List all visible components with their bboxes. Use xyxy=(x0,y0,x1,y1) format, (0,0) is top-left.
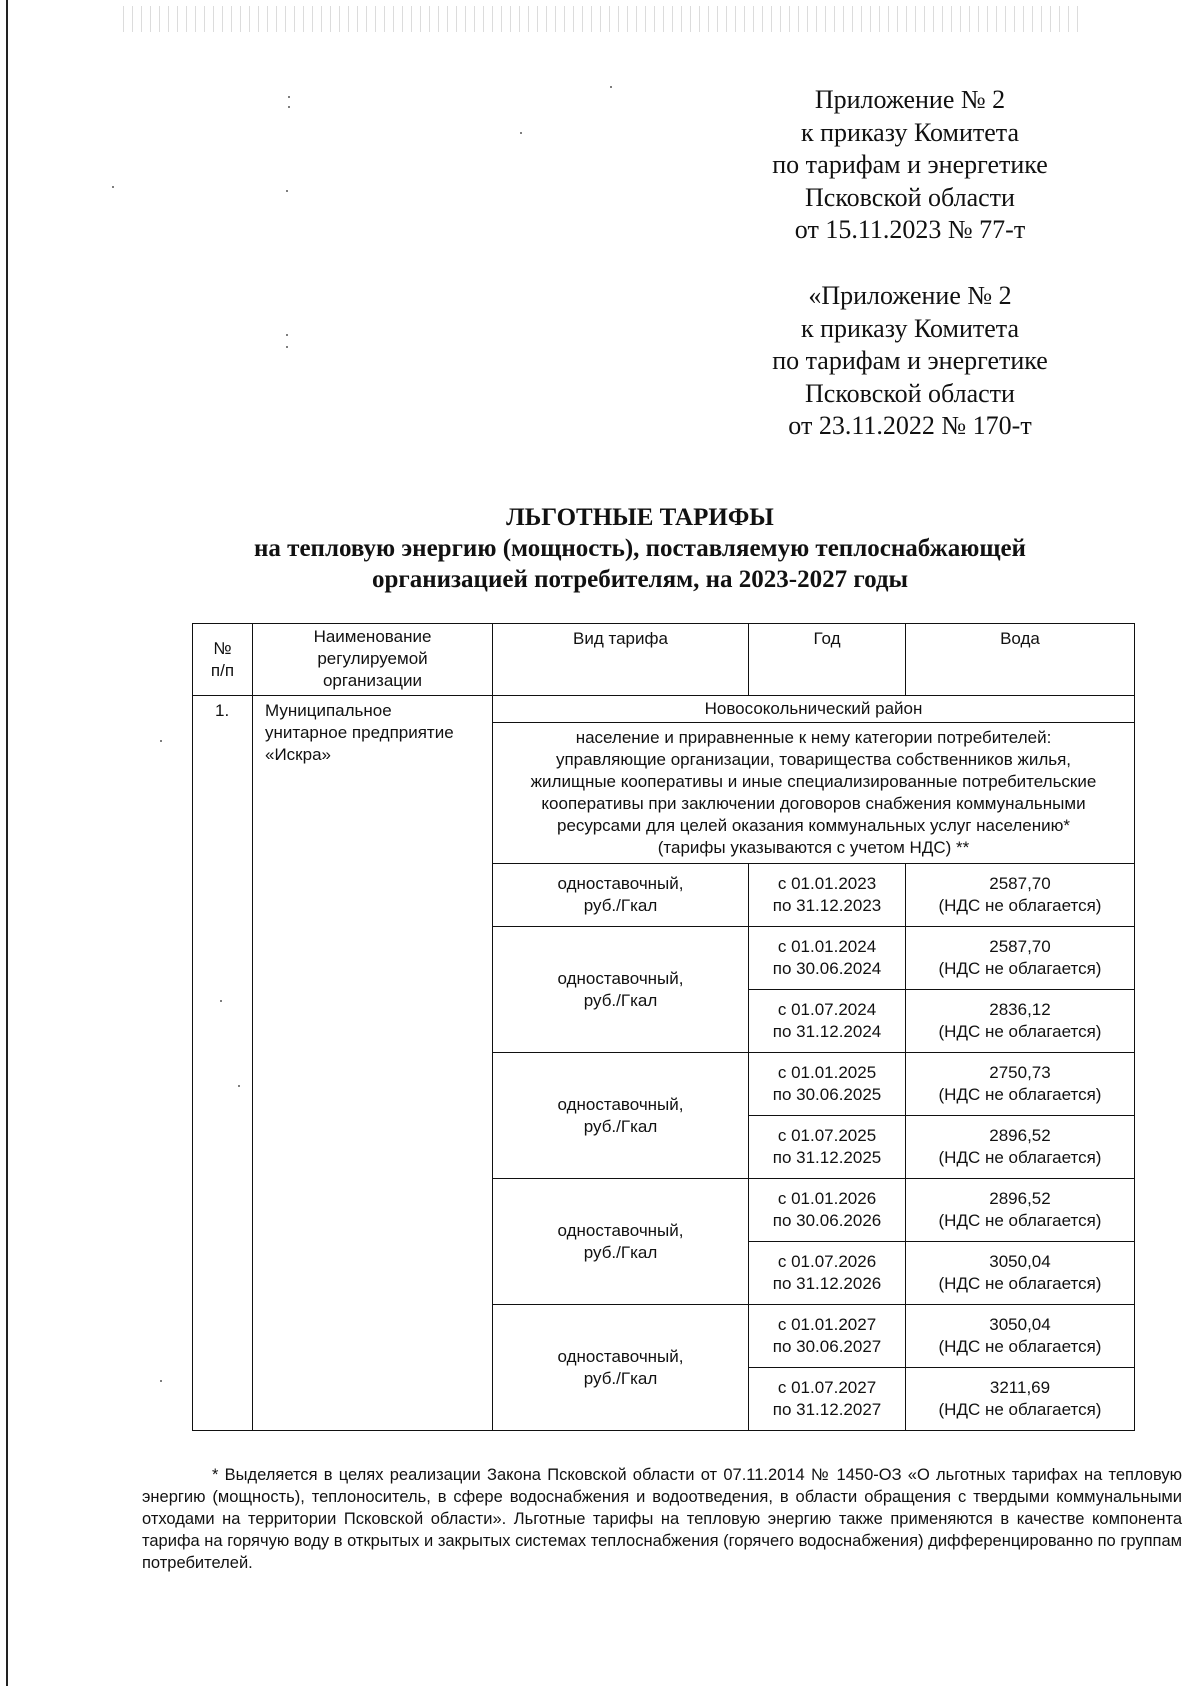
period-to: по 30.06.2027 xyxy=(772,1337,882,1356)
scan-speck xyxy=(286,334,288,336)
header-number-line: № xyxy=(213,638,232,658)
tariff-type-cell xyxy=(493,1305,749,1431)
row-number: 1. xyxy=(193,696,253,1431)
category-line: жилищные кооперативы и иные специализированные потребительские xyxy=(530,772,1097,791)
tariff-value: 2896,52 xyxy=(989,1189,1051,1208)
period-from: с 01.01.2026 xyxy=(777,1189,877,1208)
tariff-type-line: одноставочный, xyxy=(557,1220,684,1240)
scan-speck xyxy=(520,132,522,134)
scan-noise xyxy=(120,6,1080,32)
annex-previous-line: по тарифам и энергетике xyxy=(772,346,1048,375)
water-tariff-cell xyxy=(906,990,1135,1053)
vat-note: (НДС не облагается) xyxy=(938,1337,1102,1356)
tariff-type-line: одноставочный, xyxy=(557,968,684,988)
header-number-line: п/п xyxy=(210,660,235,680)
tariff-type-line: одноставочный, xyxy=(557,1346,684,1366)
period-cell xyxy=(749,1242,906,1305)
tariff-type-cell xyxy=(493,927,749,1053)
tariff-type-line: одноставочный, xyxy=(557,874,684,893)
tariff-value: 3211,69 xyxy=(989,1378,1051,1397)
annex-current xyxy=(700,84,1120,247)
scan-speck xyxy=(288,106,290,108)
water-tariff-cell xyxy=(906,1242,1135,1305)
annex-current-line: Приложение № 2 xyxy=(814,85,1006,114)
tariff-type-line: руб./Гкал xyxy=(583,990,658,1010)
org-name-line: «Искра» xyxy=(265,745,331,764)
header-org-line: регулируемой xyxy=(317,649,428,668)
period-from: с 01.01.2023 xyxy=(777,874,877,893)
table-row xyxy=(193,696,1135,723)
period-from: с 01.07.2024 xyxy=(777,1000,877,1019)
period-from: с 01.01.2024 xyxy=(777,937,877,956)
category-line: кооперативы при заключении договоров снабжения коммунальными xyxy=(541,794,1086,813)
header-org-line: организации xyxy=(322,671,423,690)
water-tariff-cell xyxy=(906,1053,1135,1116)
period-from: с 01.07.2027 xyxy=(777,1378,877,1397)
period-to: по 31.12.2027 xyxy=(772,1400,882,1419)
title-line-1: ЛЬГОТНЫЕ ТАРИФЫ xyxy=(506,504,774,531)
category-line: (тарифы указываются с учетом НДС) ** xyxy=(657,838,970,857)
header-year: Год xyxy=(749,624,906,696)
vat-note: (НДС не облагается) xyxy=(938,1400,1102,1419)
org-name-line: Муниципальное xyxy=(265,701,392,720)
tariff-value: 2587,70 xyxy=(989,937,1051,956)
tariff-type-cell xyxy=(493,1179,749,1305)
period-from: с 01.01.2027 xyxy=(777,1315,877,1334)
title-line-2: на тепловую энергию (мощность), поставляемую теплоснабжающей xyxy=(254,535,1026,562)
water-tariff-cell xyxy=(906,927,1135,990)
annex-current-line: к приказу Комитета xyxy=(800,117,1019,147)
category-line: население и приравненные к нему категории потребителей: xyxy=(575,728,1052,747)
tariff-table xyxy=(192,623,1135,1431)
water-tariff-cell xyxy=(906,1179,1135,1242)
scan-edge-line xyxy=(6,0,8,1686)
region-name: Новосокольнический район xyxy=(493,696,1135,723)
category-line: ресурсами для целей оказания коммунальных услуг населению* xyxy=(556,816,1071,835)
header-water: Вода xyxy=(906,624,1135,696)
tariff-type-cell xyxy=(493,864,749,927)
vat-note: (НДС не облагается) xyxy=(938,1148,1102,1167)
water-tariff-cell xyxy=(906,1305,1135,1368)
period-to: по 31.12.2026 xyxy=(772,1274,882,1293)
scan-speck xyxy=(288,96,290,98)
header-tariff-type: Вид тарифа xyxy=(493,624,749,696)
tariff-value: 3050,04 xyxy=(989,1252,1051,1271)
annex-previous-line: Псковской области xyxy=(805,378,1015,408)
tariff-type-line: руб./Гкал xyxy=(583,1242,658,1262)
scan-speck xyxy=(286,346,288,348)
annex-previous-line: к приказу Комитета xyxy=(800,313,1019,343)
period-to: по 31.12.2024 xyxy=(772,1022,882,1041)
consumer-category xyxy=(493,723,1135,864)
period-cell xyxy=(749,990,906,1053)
tariff-type-line: руб./Гкал xyxy=(583,1368,658,1388)
footnote: * Выделяется в целях реализации Закона Псковской области от 07.11.2014 № 1450-ОЗ «О льготных тарифах на тепловую энергию (мощность), теплоноситель, в сфере водоснабжения и водоотведения, в области обращения с твердыми коммунальными отходами на территории Псковской области». Льготные тарифы на тепловую энергию также применяются в качестве компонента тарифа на горячую воду в открытых и закрытых системах теплоснабжения (горячего водоснабжения) дифференцированно по группам потребителей. xyxy=(142,1466,1182,1572)
period-to: по 30.06.2026 xyxy=(772,1211,882,1230)
vat-note: (НДС не облагается) xyxy=(938,1211,1102,1230)
org-name-line: унитарное предприятие xyxy=(265,723,454,742)
scan-speck xyxy=(112,186,114,188)
title-line-3: организацией потребителям, на 2023-2027 годы xyxy=(371,566,909,593)
period-from: с 01.07.2025 xyxy=(777,1126,877,1145)
vat-note: (НДС не облагается) xyxy=(938,896,1102,915)
period-cell xyxy=(749,1368,906,1431)
header-number xyxy=(193,624,253,696)
period-to: по 31.12.2025 xyxy=(772,1148,882,1167)
annex-current-line: по тарифам и энергетике xyxy=(772,150,1048,179)
annex-current-line: от 15.11.2023 № 77-т xyxy=(794,215,1026,244)
tariff-value: 2750,73 xyxy=(989,1063,1051,1082)
period-from: с 01.07.2026 xyxy=(777,1252,877,1271)
organization-name xyxy=(253,696,493,1431)
tariff-value: 3050,04 xyxy=(989,1315,1051,1334)
annex-previous-line: «Приложение № 2 xyxy=(808,281,1012,310)
header-org-line: Наименование xyxy=(313,627,432,646)
period-to: по 31.12.2023 xyxy=(772,896,882,915)
period-cell xyxy=(749,1179,906,1242)
vat-note: (НДС не облагается) xyxy=(938,1085,1102,1104)
header-organization xyxy=(253,624,493,696)
table-header-row xyxy=(193,624,1135,696)
period-to: по 30.06.2024 xyxy=(772,959,882,978)
vat-note: (НДС не облагается) xyxy=(938,959,1102,978)
scan-speck xyxy=(160,740,162,742)
water-tariff-cell xyxy=(906,1368,1135,1431)
scan-speck xyxy=(286,190,288,192)
tariff-value: 2896,52 xyxy=(989,1126,1051,1145)
period-to: по 30.06.2025 xyxy=(772,1085,882,1104)
tariff-value: 2587,70 xyxy=(989,874,1051,893)
tariff-type-line: руб./Гкал xyxy=(583,896,658,915)
period-cell xyxy=(749,927,906,990)
tariff-type-line: руб./Гкал xyxy=(583,1116,658,1136)
tariff-type-cell xyxy=(493,1053,749,1179)
period-cell xyxy=(749,1305,906,1368)
vat-note: (НДС не облагается) xyxy=(938,1274,1102,1293)
scan-speck xyxy=(610,86,612,88)
vat-note: (НДС не облагается) xyxy=(938,1022,1102,1041)
period-cell xyxy=(749,1116,906,1179)
annex-previous xyxy=(700,280,1120,443)
annex-previous-line: от 23.11.2022 № 170-т xyxy=(788,411,1032,440)
tariff-type-line: одноставочный, xyxy=(557,1094,684,1114)
document-title xyxy=(160,502,1120,595)
scan-speck xyxy=(160,1380,162,1382)
period-from: с 01.01.2025 xyxy=(777,1063,877,1082)
period-cell xyxy=(749,864,906,927)
tariff-value: 2836,12 xyxy=(989,1000,1051,1019)
water-tariff-cell xyxy=(906,864,1135,927)
category-line: управляющие организации, товарищества собственников жилья, xyxy=(555,750,1072,769)
water-tariff-cell xyxy=(906,1116,1135,1179)
period-cell xyxy=(749,1053,906,1116)
annex-current-line: Псковской области xyxy=(805,182,1015,212)
